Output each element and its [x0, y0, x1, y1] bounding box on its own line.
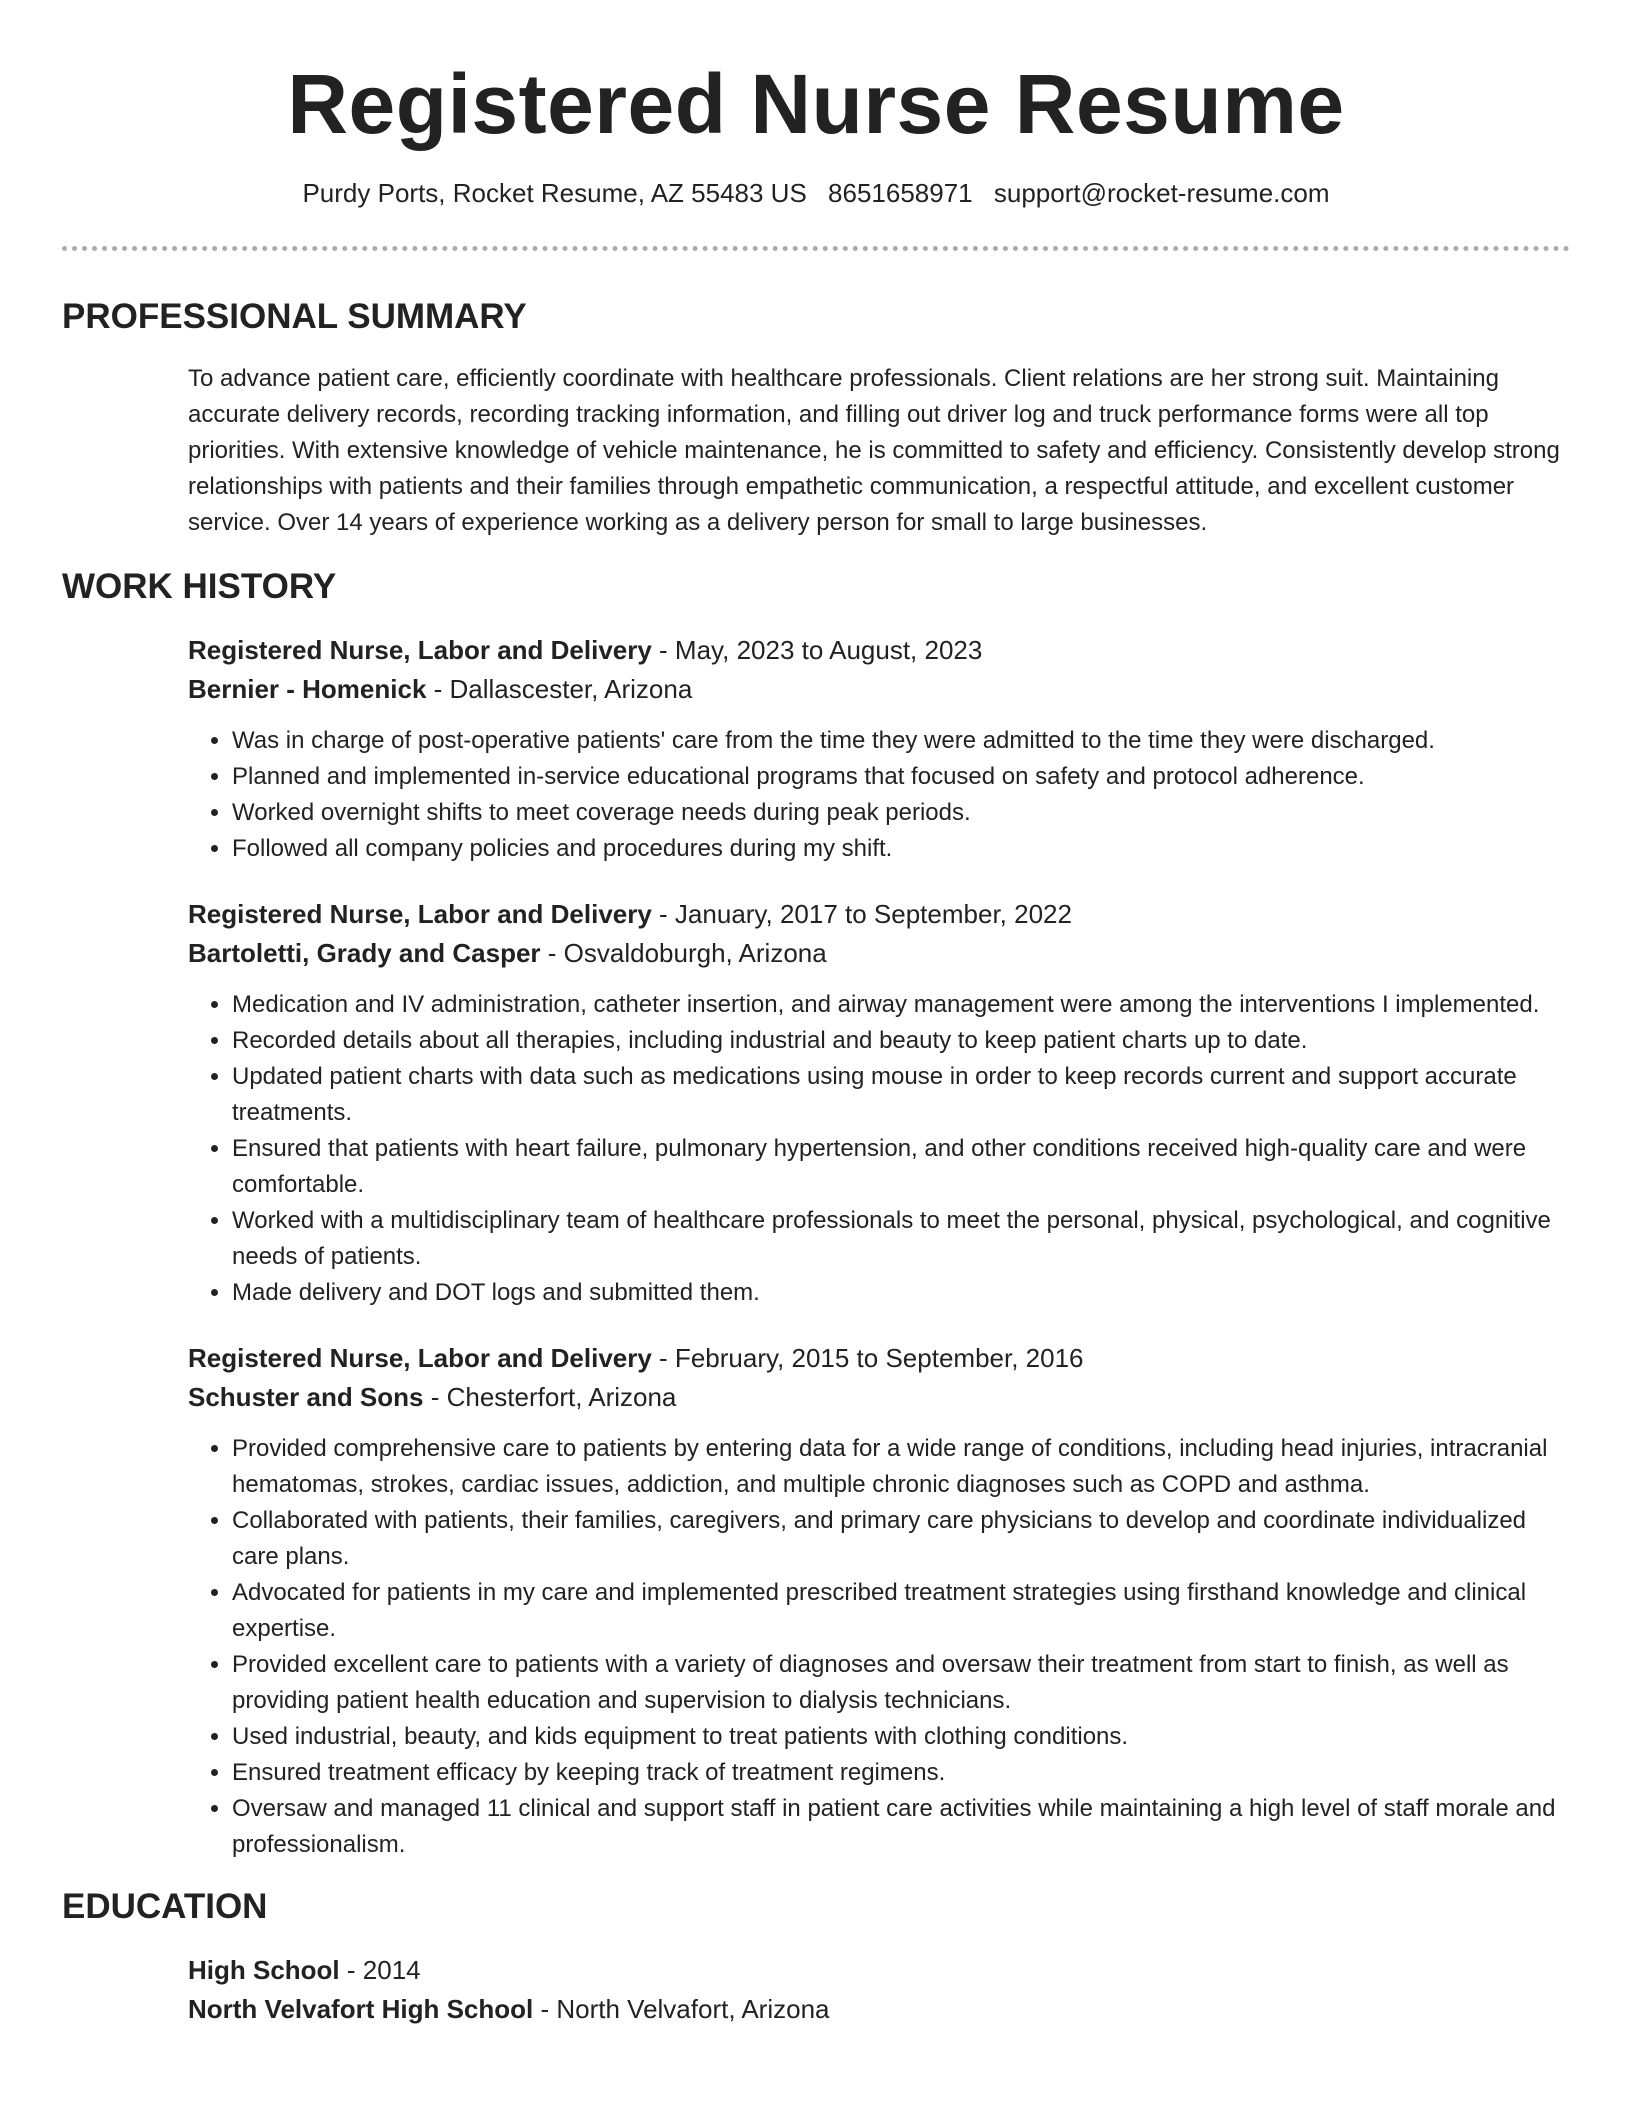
job-dates: - May, 2023 to August, 2023 — [651, 635, 983, 665]
education-year: - 2014 — [339, 1955, 421, 1985]
education-school-line — [188, 1990, 1570, 2029]
work-history-heading: WORK HISTORY — [62, 567, 337, 606]
job-dates: - January, 2017 to September, 2022 — [651, 899, 1072, 929]
job-title-line — [188, 631, 1570, 670]
job-bullet: • Collaborated with patients, their families, caregivers, and primary care physicians to develop and coordinate individualized care plans. — [232, 1503, 1570, 1575]
job-company: Schuster and Sons — [188, 1382, 424, 1412]
contact-phone: 8651658971 — [828, 178, 973, 208]
education-location: - North Velvafort, Arizona — [533, 1994, 830, 2024]
job-bullet: • Followed all company policies and procedures during my shift. — [232, 831, 1570, 867]
job-bullets — [188, 987, 1570, 1311]
job-location: - Osvaldoburgh, Arizona — [540, 938, 827, 968]
job-bullet: • Provided comprehensive care to patients by entering data for a wide range of conditions, including head injuries, intracranial hematomas, strokes, cardiac issues, addiction, and multiple chronic diagnoses such as COPD and asthma. — [232, 1431, 1570, 1503]
education-degree-line — [188, 1951, 1570, 1990]
work-history-list — [62, 631, 1570, 1863]
job-title: Registered Nurse, Labor and Delivery — [188, 1343, 652, 1373]
job-location: - Dallascester, Arizona — [426, 674, 693, 704]
job-bullet: • Provided excellent care to patients with a variety of diagnoses and oversaw their treatment from start to finish, as well as providing patient health education and supervision to dialysis technicians. — [232, 1647, 1570, 1719]
contact-email: support@rocket-resume.com — [993, 178, 1330, 208]
job-dates: - February, 2015 to September, 2016 — [651, 1343, 1084, 1373]
job-bullet: • Oversaw and managed 11 clinical and support staff in patient care activities while maintaining a high level of staff morale and professionalism. — [232, 1791, 1570, 1863]
job-title-line — [188, 1339, 1570, 1378]
job-bullets — [188, 723, 1570, 867]
job-company: Bernier - Homenick — [188, 674, 427, 704]
job-bullet: • Worked overnight shifts to meet coverage needs during peak periods. — [232, 795, 1570, 831]
education-degree: High School — [188, 1955, 340, 1985]
job-entry-2 — [188, 895, 1570, 1311]
job-company-line — [188, 670, 1570, 709]
summary-text: To advance patient care, efficiently coordinate with healthcare professionals. Client relations are her strong suit. Maintaining accurate delivery records, recording tracking information, and filling out driver log and truck performance forms were all top priorities. With extensive knowledge of vehicle maintenance, he is committed to safety and efficiency. Consistently develop strong relationships with patients and their families through empathetic communication, a respectful attitude, and excellent customer service. Over 14 years of experience working as a delivery person for small to large businesses. — [188, 365, 1560, 536]
job-location: - Chesterfort, Arizona — [423, 1382, 677, 1412]
contact-address: Purdy Ports, Rocket Resume, AZ 55483 US — [302, 178, 807, 208]
job-bullet: • Used industrial, beauty, and kids equipment to treat patients with clothing conditions. — [232, 1719, 1570, 1755]
job-bullet: • Advocated for patients in my care and implemented prescribed treatment strategies using firsthand knowledge and clinical expertise. — [232, 1575, 1570, 1647]
job-title: Registered Nurse, Labor and Delivery — [188, 899, 652, 929]
job-bullet: • Made delivery and DOT logs and submitted them. — [232, 1275, 1570, 1311]
summary-heading: PROFESSIONAL SUMMARY — [62, 297, 527, 336]
job-bullets — [188, 1431, 1570, 1863]
job-company-line — [188, 934, 1570, 973]
header-divider — [62, 246, 1570, 251]
job-bullet: • Ensured treatment efficacy by keeping track of treatment regimens. — [232, 1755, 1570, 1791]
job-bullet: • Medication and IV administration, catheter insertion, and airway management were among the interventions I implemented. — [232, 987, 1570, 1023]
education-entry — [62, 1951, 1570, 2029]
resume-title: Registered Nurse Resume — [287, 57, 1345, 151]
job-bullet: • Recorded details about all therapies, including industrial and beauty to keep patient charts up to date. — [232, 1023, 1570, 1059]
job-title: Registered Nurse, Labor and Delivery — [188, 635, 652, 665]
job-title-line — [188, 895, 1570, 934]
job-company-line — [188, 1378, 1570, 1417]
contact-line — [62, 176, 1570, 210]
job-entry-1 — [188, 631, 1570, 867]
job-bullet: • Updated patient charts with data such as medications using mouse in order to keep records current and support accurate treatments. — [232, 1059, 1570, 1131]
education-heading: EDUCATION — [62, 1887, 268, 1926]
job-bullet: • Was in charge of post-operative patients' care from the time they were admitted to the time they were discharged. — [232, 723, 1570, 759]
job-entry-3 — [188, 1339, 1570, 1863]
job-bullet: • Ensured that patients with heart failure, pulmonary hypertension, and other conditions received high-quality care and were comfortable. — [232, 1131, 1570, 1203]
job-bullet: • Planned and implemented in-service educational programs that focused on safety and protocol adherence. — [232, 759, 1570, 795]
education-school: North Velvafort High School — [188, 1994, 534, 2024]
job-bullet: • Worked with a multidisciplinary team of healthcare professionals to meet the personal, physical, psychological, and cognitive needs of patients. — [232, 1203, 1570, 1275]
job-company: Bartoletti, Grady and Casper — [188, 938, 541, 968]
